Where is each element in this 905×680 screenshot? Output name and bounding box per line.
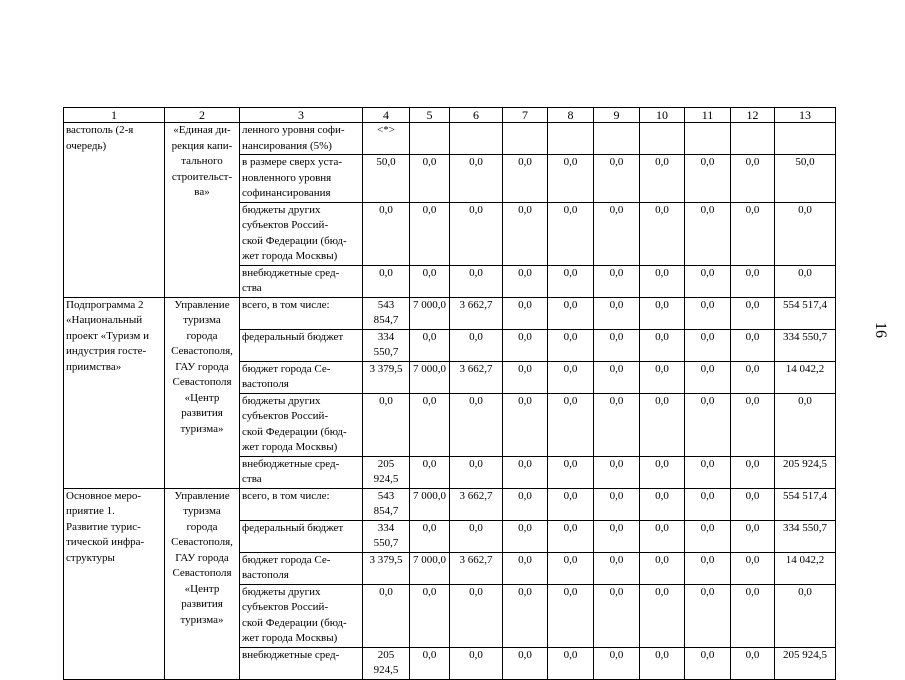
executor-line: города <box>186 329 218 342</box>
value-cell: 0,0 <box>731 393 775 456</box>
value-cell: 0,0 <box>640 329 685 361</box>
value-cell: 0,0 <box>450 202 503 265</box>
value-cell: 0,0 <box>410 265 450 297</box>
value-cell: 0,0 <box>775 265 836 297</box>
value-cell: 0,0 <box>548 552 594 584</box>
funding-source-line: федеральный бюджет <box>242 330 344 343</box>
value-cell: 0,0 <box>594 329 640 361</box>
value-cell: 0,0 <box>410 456 450 488</box>
value-cell: 205 924,5 <box>363 456 410 488</box>
value-cell: 0,0 <box>450 393 503 456</box>
value-cell: 0,0 <box>685 456 731 488</box>
funding-source-line: внебюджетные сред- <box>242 457 340 470</box>
executor-line: Севастополя <box>172 376 232 388</box>
value-cell: 0,0 <box>640 202 685 265</box>
value-cell: 0,0 <box>548 488 594 520</box>
value-cell: 0,0 <box>731 552 775 584</box>
value-cell: 334 550,7 <box>363 520 410 552</box>
program-name-line: Подпрограмма 2 <box>66 298 144 311</box>
value-cell: 0,0 <box>640 361 685 393</box>
value-cell: 0,0 <box>731 265 775 297</box>
value-cell: 0,0 <box>594 265 640 297</box>
value-cell <box>775 123 836 155</box>
value-cell: 14 042,2 <box>775 361 836 393</box>
value-cell <box>640 123 685 155</box>
value-cell: 3 379,5 <box>363 361 410 393</box>
value-cell: 0,0 <box>410 647 450 679</box>
program-name-line: индустрия госте- <box>66 345 147 357</box>
executor-line: туризма <box>183 505 221 517</box>
value-cell: 0,0 <box>775 584 836 647</box>
header-cell: 12 <box>731 108 775 123</box>
executor-line: ГАУ города <box>175 360 229 373</box>
funding-source-cell <box>240 456 363 488</box>
value-cell: 3 662,7 <box>450 488 503 520</box>
value-cell: 0,0 <box>685 202 731 265</box>
funding-source-cell <box>240 393 363 456</box>
funding-source-line: бюджеты других <box>242 203 321 216</box>
value-cell: 0,0 <box>594 584 640 647</box>
page-number: 16 <box>872 322 889 338</box>
value-cell: 205 924,5 <box>363 647 410 679</box>
value-cell: 0,0 <box>450 329 503 361</box>
header-cell: 5 <box>410 108 450 123</box>
funding-source-line: бюджет города Се- <box>242 553 331 566</box>
value-cell: 0,0 <box>685 155 731 203</box>
value-cell: 0,0 <box>731 361 775 393</box>
value-cell: 0,0 <box>640 647 685 679</box>
value-cell: 0,0 <box>450 520 503 552</box>
value-cell: 50,0 <box>775 155 836 203</box>
executor-line: рекция капи- <box>171 139 233 152</box>
value-cell: 3 379,5 <box>363 552 410 584</box>
funding-source-line: всего, в том числе: <box>242 298 330 311</box>
header-cell: 3 <box>240 108 363 123</box>
value-cell: 7 000,0 <box>410 297 450 329</box>
value-cell: 0,0 <box>363 265 410 297</box>
value-cell: 0,0 <box>594 647 640 679</box>
header-cell: 4 <box>363 108 410 123</box>
value-cell: 554 517,4 <box>775 488 836 520</box>
executor-line: Севастополя, <box>171 345 233 357</box>
value-cell: 0,0 <box>640 552 685 584</box>
funding-source-line: ства <box>242 473 262 485</box>
executor-line: развития <box>181 407 223 419</box>
value-cell: 0,0 <box>731 155 775 203</box>
value-cell: 0,0 <box>640 488 685 520</box>
value-cell: 0,0 <box>594 202 640 265</box>
executor-line: ва» <box>194 186 210 198</box>
value-cell: 0,0 <box>594 488 640 520</box>
executor-line: «Центр <box>184 391 220 404</box>
value-cell: 0,0 <box>450 155 503 203</box>
program-name-cell <box>64 488 165 679</box>
program-name-line: приятие 1. <box>66 505 115 517</box>
value-cell: 0,0 <box>640 456 685 488</box>
value-cell: 0,0 <box>775 202 836 265</box>
table-row <box>64 297 836 329</box>
value-cell: 0,0 <box>594 552 640 584</box>
value-cell: 0,0 <box>685 361 731 393</box>
executor-line: Севастополя, <box>171 536 233 548</box>
value-cell: 0,0 <box>685 297 731 329</box>
value-cell: 334 550,7 <box>363 329 410 361</box>
executor-line: «Единая ди- <box>173 124 231 136</box>
funding-source-cell <box>240 520 363 552</box>
value-cell: 0,0 <box>503 329 548 361</box>
funding-source-cell <box>240 265 363 297</box>
value-cell: 0,0 <box>548 520 594 552</box>
value-cell: 0,0 <box>548 155 594 203</box>
value-cell: 0,0 <box>685 584 731 647</box>
value-cell: 0,0 <box>594 297 640 329</box>
value-cell: 0,0 <box>640 297 685 329</box>
value-cell: 0,0 <box>685 647 731 679</box>
funding-source-cell <box>240 123 363 155</box>
value-cell: 0,0 <box>685 393 731 456</box>
value-cell: 0,0 <box>410 155 450 203</box>
value-cell: 0,0 <box>503 488 548 520</box>
value-cell: 0,0 <box>548 456 594 488</box>
table-body <box>64 108 836 680</box>
value-cell: 0,0 <box>775 393 836 456</box>
funding-source-cell <box>240 361 363 393</box>
executor-line: Управление <box>174 489 230 502</box>
value-cell: 0,0 <box>503 297 548 329</box>
value-cell: 0,0 <box>503 361 548 393</box>
value-cell: 0,0 <box>731 297 775 329</box>
program-name-cell <box>64 123 165 298</box>
executor-line: развития <box>181 598 223 610</box>
header-cell: 9 <box>594 108 640 123</box>
value-cell: <*> <box>363 123 410 155</box>
value-cell: 0,0 <box>548 584 594 647</box>
value-cell: 0,0 <box>503 456 548 488</box>
header-cell: 11 <box>685 108 731 123</box>
value-cell: 0,0 <box>410 584 450 647</box>
program-name-line: Развитие турис- <box>66 520 141 533</box>
header-cell: 10 <box>640 108 685 123</box>
value-cell: 0,0 <box>685 520 731 552</box>
executor-line: туризма <box>183 314 221 326</box>
value-cell: 0,0 <box>503 584 548 647</box>
value-cell: 0,0 <box>594 456 640 488</box>
funding-source-cell <box>240 155 363 203</box>
executor-line: города <box>186 520 218 533</box>
value-cell <box>731 123 775 155</box>
header-cell: 8 <box>548 108 594 123</box>
value-cell: 0,0 <box>685 265 731 297</box>
funding-source-line: бюджеты других <box>242 585 321 598</box>
value-cell: 0,0 <box>731 456 775 488</box>
value-cell: 0,0 <box>685 488 731 520</box>
value-cell: 0,0 <box>594 393 640 456</box>
funding-source-line: внебюджетные сред- <box>242 266 340 279</box>
program-name-line: тической инфра- <box>66 536 145 548</box>
header-cell: 13 <box>775 108 836 123</box>
value-cell: 0,0 <box>503 647 548 679</box>
table-row <box>64 123 836 155</box>
value-cell: 0,0 <box>594 155 640 203</box>
program-name-cell <box>64 297 165 488</box>
value-cell: 0,0 <box>548 202 594 265</box>
value-cell: 0,0 <box>548 647 594 679</box>
value-cell <box>410 123 450 155</box>
program-name-line: приимства» <box>66 360 122 373</box>
program-name-line: Основное меро- <box>66 489 142 502</box>
funding-source-cell <box>240 297 363 329</box>
funding-source-line: нансирования (5%) <box>242 139 332 152</box>
funding-source-line: новленного уровня <box>242 171 332 184</box>
program-name-line: структуры <box>66 551 115 564</box>
value-cell: 0,0 <box>640 520 685 552</box>
value-cell: 0,0 <box>731 488 775 520</box>
funding-source-line: ской Федерации (бюд- <box>242 616 347 629</box>
value-cell: 554 517,4 <box>775 297 836 329</box>
value-cell: 0,0 <box>503 520 548 552</box>
value-cell: 0,0 <box>548 361 594 393</box>
funding-source-line: вастополя <box>242 378 289 390</box>
value-cell: 7 000,0 <box>410 552 450 584</box>
value-cell: 0,0 <box>548 329 594 361</box>
value-cell: 0,0 <box>503 552 548 584</box>
executor-line: Управление <box>174 298 230 311</box>
value-cell: 334 550,7 <box>775 520 836 552</box>
funding-source-line: ства <box>242 282 262 294</box>
value-cell: 543 854,7 <box>363 488 410 520</box>
value-cell: 0,0 <box>640 584 685 647</box>
value-cell <box>548 123 594 155</box>
value-cell: 0,0 <box>410 202 450 265</box>
executor-line: туризма» <box>180 422 224 435</box>
value-cell: 205 924,5 <box>775 647 836 679</box>
value-cell: 0,0 <box>363 202 410 265</box>
value-cell: 0,0 <box>503 155 548 203</box>
funding-source-cell <box>240 329 363 361</box>
header-cell: 2 <box>165 108 240 123</box>
funding-source-line: ской Федерации (бюд- <box>242 425 347 438</box>
funding-source-line: бюджет города Се- <box>242 362 331 375</box>
funding-source-line: ленного уровня софи- <box>242 124 345 136</box>
executor-line: тального <box>181 155 223 167</box>
funding-source-line: субъектов Россий- <box>242 601 329 613</box>
funding-source-cell <box>240 488 363 520</box>
funding-source-cell <box>240 647 363 679</box>
value-cell: 0,0 <box>548 297 594 329</box>
header-row <box>64 108 836 123</box>
value-cell: 0,0 <box>640 155 685 203</box>
funding-source-line: жет города Москвы) <box>242 441 338 453</box>
program-name-line: очередь) <box>66 139 107 152</box>
value-cell: 3 662,7 <box>450 552 503 584</box>
funding-source-line: всего, в том числе: <box>242 489 330 502</box>
funding-source-cell <box>240 584 363 647</box>
program-name-line: вастополь (2-я <box>66 124 134 136</box>
value-cell: 0,0 <box>640 265 685 297</box>
executor-line: строительст- <box>171 170 233 183</box>
funding-source-line: софинансирования <box>242 187 331 199</box>
value-cell: 14 042,2 <box>775 552 836 584</box>
value-cell: 0,0 <box>450 584 503 647</box>
executor-line: туризма» <box>180 613 224 626</box>
program-name-line: проект «Туризм и <box>66 329 150 342</box>
value-cell: 0,0 <box>548 265 594 297</box>
funding-source-line: вастополя <box>242 569 289 581</box>
value-cell: 0,0 <box>450 265 503 297</box>
executor-cell <box>165 297 240 488</box>
funding-source-line: жет города Москвы) <box>242 250 338 262</box>
value-cell: 7 000,0 <box>410 361 450 393</box>
funding-source-line: субъектов Россий- <box>242 219 329 231</box>
value-cell: 334 550,7 <box>775 329 836 361</box>
funding-source-line: внебюджетные сред- <box>242 648 340 661</box>
value-cell: 0,0 <box>503 393 548 456</box>
value-cell: 0,0 <box>685 552 731 584</box>
executor-line: ГАУ города <box>175 551 229 564</box>
value-cell <box>503 123 548 155</box>
funding-source-line: бюджеты других <box>242 394 321 407</box>
value-cell: 7 000,0 <box>410 488 450 520</box>
value-cell: 0,0 <box>410 393 450 456</box>
value-cell: 0,0 <box>594 361 640 393</box>
value-cell <box>594 123 640 155</box>
header-cell: 7 <box>503 108 548 123</box>
header-cell: 6 <box>450 108 503 123</box>
funding-source-line: в размере сверх уста- <box>242 156 343 168</box>
value-cell: 0,0 <box>731 329 775 361</box>
value-cell: 0,0 <box>731 647 775 679</box>
funding-source-line: субъектов Россий- <box>242 410 329 422</box>
value-cell: 50,0 <box>363 155 410 203</box>
executor-line: «Центр <box>184 582 220 595</box>
value-cell: 0,0 <box>363 584 410 647</box>
table-row <box>64 488 836 520</box>
value-cell: 0,0 <box>685 329 731 361</box>
value-cell: 205 924,5 <box>775 456 836 488</box>
value-cell: 0,0 <box>503 202 548 265</box>
header-cell: 1 <box>64 108 165 123</box>
executor-cell <box>165 488 240 679</box>
value-cell: 0,0 <box>410 520 450 552</box>
value-cell: 0,0 <box>410 329 450 361</box>
funding-source-cell <box>240 202 363 265</box>
executor-cell <box>165 123 240 298</box>
value-cell: 3 662,7 <box>450 297 503 329</box>
funding-source-line: ской Федерации (бюд- <box>242 234 347 247</box>
value-cell: 0,0 <box>731 202 775 265</box>
value-cell: 0,0 <box>594 520 640 552</box>
value-cell <box>685 123 731 155</box>
value-cell: 3 662,7 <box>450 361 503 393</box>
program-name-line: «Национальный <box>66 314 143 326</box>
funding-source-cell <box>240 552 363 584</box>
funding-source-line: федеральный бюджет <box>242 521 344 534</box>
value-cell: 0,0 <box>363 393 410 456</box>
value-cell: 0,0 <box>731 584 775 647</box>
value-cell: 0,0 <box>640 393 685 456</box>
funding-source-line: жет города Москвы) <box>242 632 338 644</box>
budget-table <box>63 107 836 680</box>
value-cell: 543 854,7 <box>363 297 410 329</box>
value-cell: 0,0 <box>503 265 548 297</box>
value-cell: 0,0 <box>548 393 594 456</box>
value-cell: 0,0 <box>450 456 503 488</box>
executor-line: Севастополя <box>172 567 232 579</box>
value-cell <box>450 123 503 155</box>
value-cell: 0,0 <box>731 520 775 552</box>
value-cell: 0,0 <box>450 647 503 679</box>
